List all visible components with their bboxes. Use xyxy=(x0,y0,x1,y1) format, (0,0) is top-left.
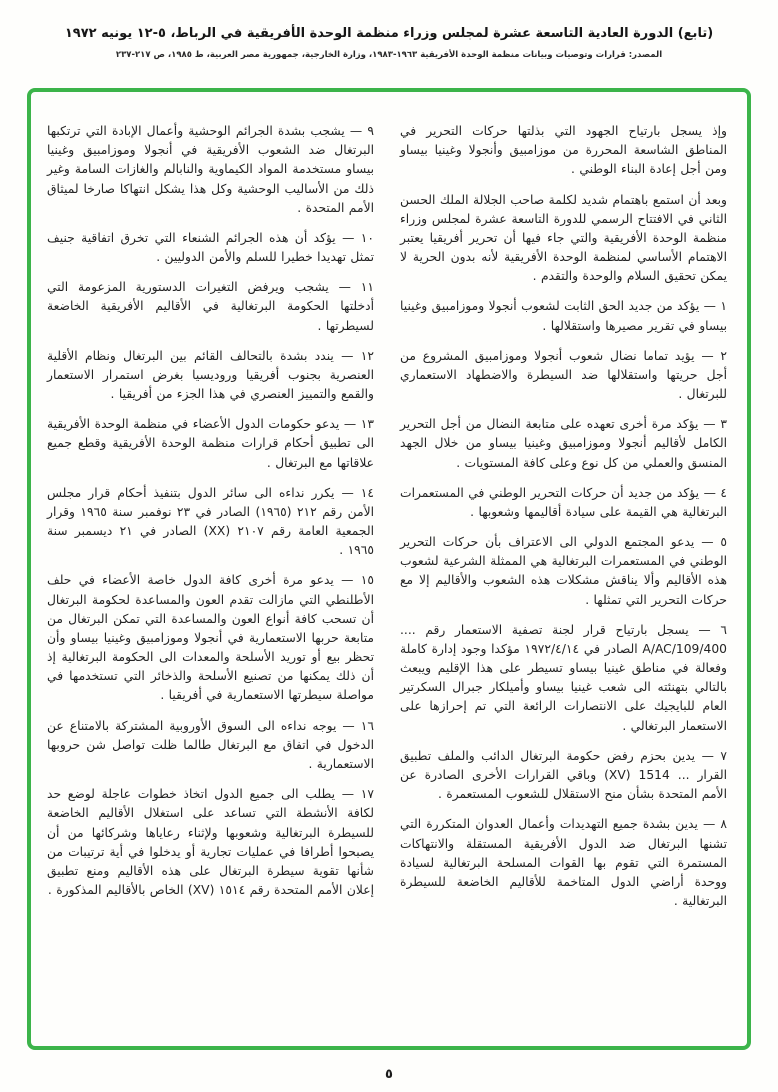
paragraph: ٧ — يدين بحزم رفض حكومة البرتغال الدائب والملف تطبيق القرار ... 1514 (XV) وباقي القرارات الأخرى الصادرة عن الأمم المتحدة بشأن منح الاستقلال للشعوب المستعمرة . xyxy=(400,748,727,802)
paragraph: ٥ — يدعو المجتمع الدولي الى الاعتراف بأن حركات التحرير الوطني في المستعمرات البرتغالية هي الممثلة الشرعية لشعوب هذه الأقاليم وألا يناقش مشكلات هذه الشعوب والأقاليم إلا مع حركات التحرير التي تمثلها . xyxy=(400,535,727,607)
left-column xyxy=(47,122,374,1034)
paragraph: ١٢ — يندد بشدة بالتحالف القائم بين البرتغال ونظام الأقلية العنصرية بجنوب أفريقيا وروديسيا بغرض استمرار الاستعمار والقمع والتمييز العنصري في هذا الجزء من أفريقيا . xyxy=(47,348,374,402)
paragraph: ١٣ — يدعو حكومات الدول الأعضاء في منظمة الوحدة الأفريقية الى تطبيق أحكام قرارات منظمة الوحدة الأفريقية وقطع جميع علاقاتها مع البرتغال . xyxy=(47,417,374,470)
document-header xyxy=(0,0,778,60)
paragraph: ١٦ — يوجه نداءه الى السوق الأوروبية المشتركة بالامتناع عن الدخول في اتفاق مع البرتغال طالما ظلت تواصل شن حروبها الاستعمارية . xyxy=(47,718,374,771)
page-number: ٥ xyxy=(385,1067,393,1082)
paragraph: ١٠ — يؤكد أن هذه الجرائم الشنعاء التي تخرق اتفاقية جنيف تمثل تهديدا خطيرا للسلم والأمن الدوليين . xyxy=(47,230,374,265)
paragraph: وإذ يسجل بارتياح الجهود التي بذلتها حركات التحرير في المناطق الشاسعة المحررة من موزامبيق وأنجولا وغينيا بيساو ومن أجل إعادة البناء الوطني . xyxy=(400,124,727,177)
source-line: المصدر: قرارات وتوصيات وبيانات منظمة الوحدة الأفريقية ١٩٦٣-١٩٨٣، وزارة الخارجية، جمهورية مصر العربية، ط ١٩٨٥، ص ٢١٧-٢٣٧ xyxy=(115,50,663,60)
paragraph: وبعد أن استمع باهتمام شديد لكلمة صاحب الجلالة الملك الحسن الثاني في الافتتاح الرسمي للدورة التاسعة عشرة لمجلس وزراء منظمة الوحدة الأفريقية والتي جاء فيها أن تحرير أفريقيا يعتبر الاهتمام الأساسي لمنظمة الوحدة الأفريقية لأنه بدون الحرية لا يمكن تحقيق السلام والوحدة والتقدم . xyxy=(400,192,727,284)
paragraph: ٩ — يشجب بشدة الجرائم الوحشية وأعمال الإبادة التي ترتكبها البرتغال ضد الشعوب الأفريقية في أنجولا وموزامبيق وغينيا بيساو مستخدمة المواد الكيماوية والنابالم والغازات السامة وغير ذلك من الأساليب الوحشية وكل هذا يشكل انتهاكا صارخا لميثاق الأمم المتحدة . xyxy=(47,124,374,215)
paragraph: ١ — يؤكد من جديد الحق الثابت لشعوب أنجولا وموزامبيق وغينيا بيساو في تقرير مصيرها واستقلالها . xyxy=(400,299,727,333)
text-columns xyxy=(47,122,727,1034)
document-title: (تابع) الدورة العادية التاسعة عشرة لمجلس وزراء منظمة الوحدة الأفريقية في الرباط، ٥-١٢ يونيه ١٩٧٢ xyxy=(64,26,714,41)
right-column xyxy=(400,122,727,1034)
content-border-box xyxy=(27,88,751,1050)
paragraph: ٨ — يدين بشدة جميع التهديدات وأعمال العدوان المتكررة التي تشنها البرتغال ضد الدول الأفريقية المستقلة والانتهاكات المستمرة التي تقوم بها القوات المسلحة البرتغالية لسيادة ووحدة أراضي الدول المتاخمة للأقاليم الخاضعة للسيطرة البرتغالية . xyxy=(400,817,727,909)
paragraph: ٤ — يؤكد من جديد أن حركات التحرير الوطني في المستعمرات البرتغالية هي القيمة على سيادة أقاليمها وشعوبها . xyxy=(400,485,727,519)
paragraph: ١١ — يشجب ويرفض التغيرات الدستورية المزعومة التي أدخلتها الحكومة البرتغالية في الأقاليم الأفريقية الخاضعة لسيطرتها . xyxy=(47,280,374,333)
paragraph: ١٥ — يدعو مرة أخرى كافة الدول خاصة الأعضاء في حلف الأطلنطي التي مازالت تقدم العون والمساعدة لحكومة البرتغال أن تسحب كافة أنواع العون والمساعدة التي تمكن البرتغال من متابعة حربها الاستعمارية في أنجولا وموزامبيق وغينيا بيساو وأن تحظر بيع أو توريد الأسلحة والمعدات الى الحكومة البرتغالية إذ أن ذلك يمكنها من تصنيع الأسلحة والذخائر التي تستخدمها في مواصلة سيطرتها الاستعمارية في أفريقيا . xyxy=(47,573,374,703)
paragraph: ١٧ — يطلب الى جميع الدول اتخاذ خطوات عاجلة لوضع حد لكافة الأنشطة التي تساعد على استغلال الأقاليم الخاضعة للسيطرة البرتغالية وشعوبها ولإثناء رعاياها وشركائها من أن يصبحوا أطرافا في عمليات تجارية أو يدخلوا في أية ترتيبات من شأنها تقوية سيطرة البرتغال على هذه الأقاليم ومنع تطبيق إعلان الأمم المتحدة رقم ١٥١٤ (XV) الخاص بالأقاليم المذكورة . xyxy=(47,787,374,898)
paragraph: ٢ — يؤيد تماما نضال شعوب أنجولا وموزامبيق المشروع من أجل حريتها واستقلالها ضد السيطرة والاضطهاد الاستعماري للبرتغال . xyxy=(400,348,727,402)
paragraph: ١٤ — يكرر نداءه الى سائر الدول بتنفيذ أحكام قرار مجلس الأمن رقم ٢١٢ (١٩٦٥) الصادر في ٢٣ نوفمبر سنة ١٩٦٥ وقرار الجمعية العامة رقم ٢١٠٧ (XX) الصادر في ٢١ ديسمبر سنة ١٩٦٥ . xyxy=(47,485,374,558)
paragraph: ٦ — يسجل بارتياح قرار لجنة تصفية الاستعمار رقم .... A/AC/109/400 الصادر في ١٩٧٢/٤/١٤ مؤكدا وجود إدارة كاملة وفعالة في مناطق غينيا بيساو تسيطر على هذا الإقليم ويبعث بالتالي بتهنئته الى شعب غينيا بيساو وأميلكار جبرال السكرتير العام للبايجيك على الانتصارات الرائعة التي تم إحرازها على الاستعمار البرتغالي . xyxy=(400,622,727,733)
paragraph: ٣ — يؤكد مرة أخرى تعهده على متابعة النضال من أجل التحرير الكامل لأقاليم أنجولا وموزامبيق وغينيا بيساو من خلال الجهد المنسق والعملي من كل نوع وعلى كافة المستويات . xyxy=(400,417,727,470)
